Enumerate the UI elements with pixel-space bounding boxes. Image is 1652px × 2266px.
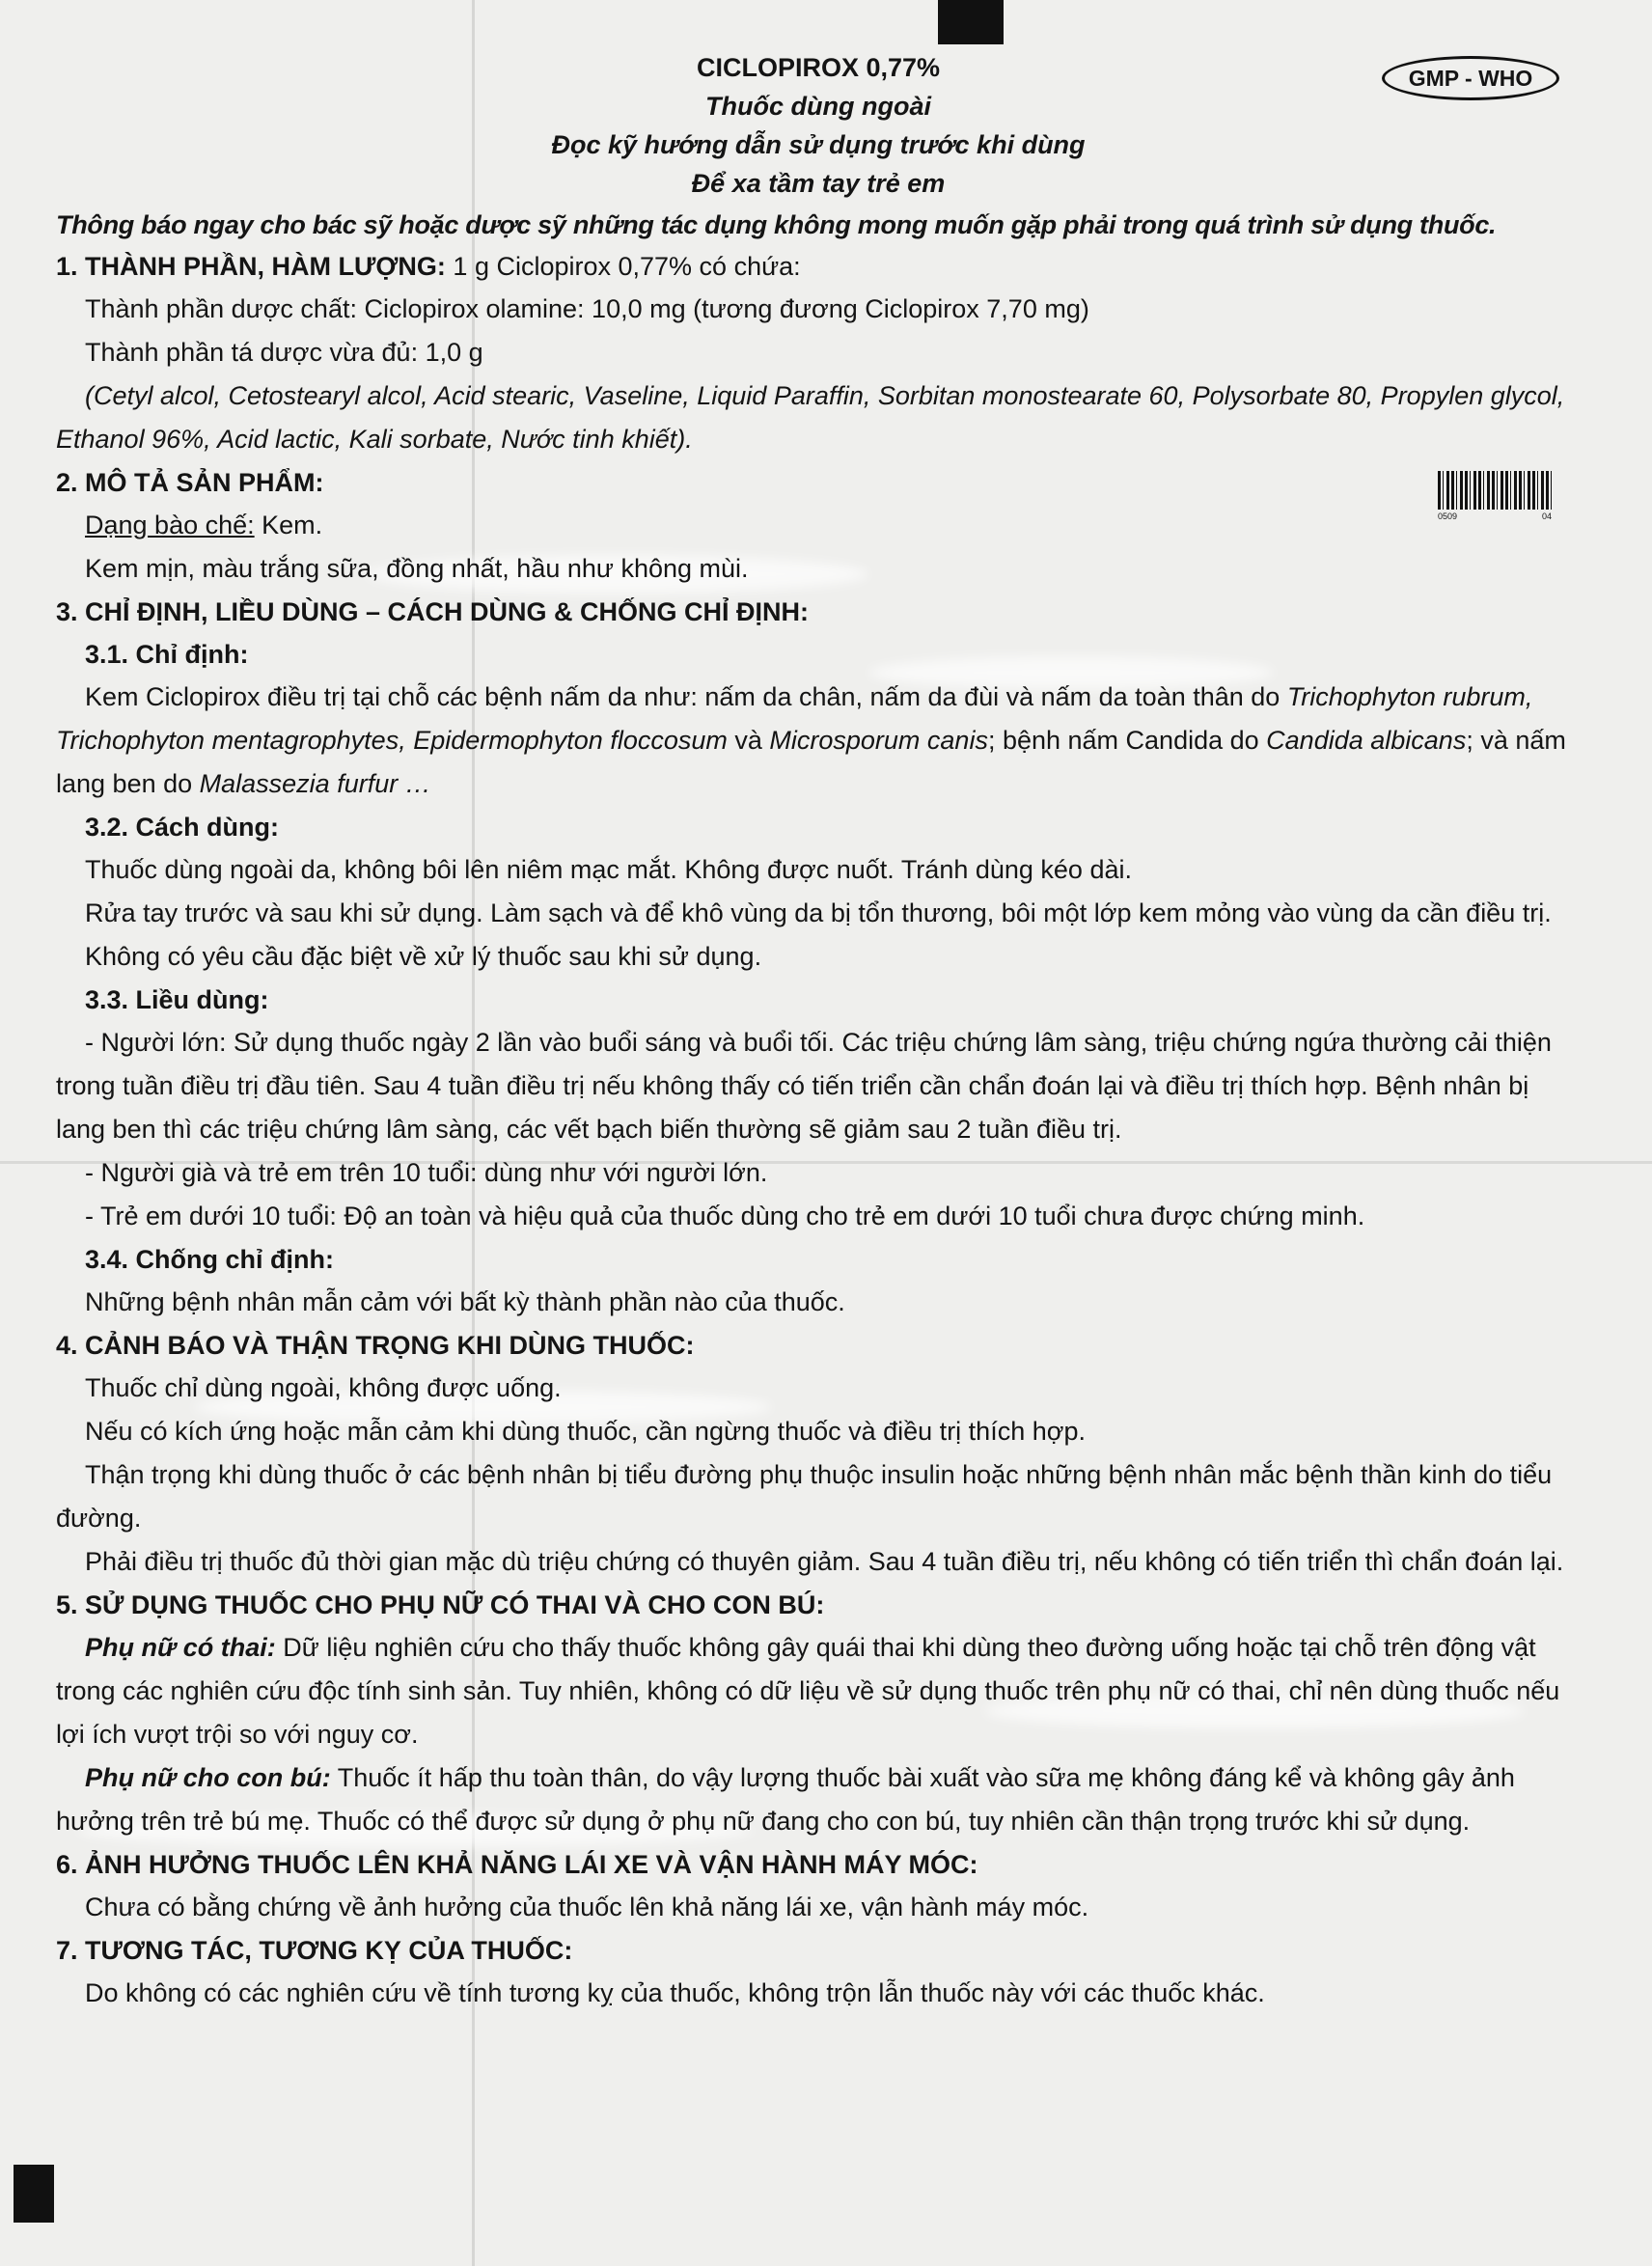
organism-names: Trichophyton rubrum, Trichophyton mentagrophytes, Epidermophyton floccosum [56, 682, 1533, 755]
indications-text-part: ; bệnh nấm Candida do [987, 726, 1267, 755]
indications-text-part: Kem Ciclopirox điều trị tại chỗ các bệnh nấm da như: nấm da chân, nấm da đùi và nấm da toàn thân do [85, 682, 1287, 711]
section-7-title: 7. TƯƠNG TÁC, TƯƠNG KỴ CỦA THUỐC: [56, 1936, 573, 1965]
pregnancy-label: Phụ nữ có thai: [85, 1633, 276, 1662]
keep-away-label: Để xa tầm tay trẻ em [691, 169, 946, 198]
excipient-total: Thành phần tá dược vừa đủ: 1,0 g [85, 338, 483, 367]
warning-line: Nếu có kích ứng hoặc mẫn cảm khi dùng thuốc, cần ngừng thuốc và điều trị thích hợp. [85, 1417, 1086, 1446]
indications-text-part: và [727, 726, 770, 755]
registration-mark [14, 2165, 54, 2223]
barcode-number-left: 0509 [1438, 511, 1458, 521]
dosage-children: - Trẻ em dưới 10 tuổi: Độ an toàn và hiệu quả của thuốc dùng cho trẻ em dưới 10 tuổi chưa được chứng minh. [85, 1202, 1365, 1230]
dosage-form-value: Kem. [254, 511, 323, 539]
dosage-form [56, 504, 1581, 547]
product-name: CICLOPIROX 0,77% [696, 53, 941, 82]
section-3-1-title: 3.1. Chỉ định: [85, 640, 249, 669]
indications-text-part: ; và nấm lang ben do [56, 726, 1566, 798]
section-6-title: 6. ẢNH HƯỞNG THUỐC LÊN KHẢ NĂNG LÁI XE VÀ VẬN HÀNH MÁY MÓC: [56, 1850, 978, 1879]
organism-names: Malassezia furfur … [199, 769, 431, 798]
dosage-elderly: - Người già và trẻ em trên 10 tuổi: dùng như với người lớn. [85, 1158, 768, 1187]
active-ingredient: Thành phần dược chất: Ciclopirox olamine: 10,0 mg (tương đương Ciclopirox 7,70 mg) [85, 294, 1089, 323]
section-3-4-title: 3.4. Chống chỉ định: [85, 1245, 334, 1274]
route-label: Thuốc dùng ngoài [705, 92, 931, 121]
barcode-number-right: 04 [1541, 511, 1552, 521]
product-description: Kem mịn, màu trắng sữa, đồng nhất, hầu như không mùi. [85, 554, 749, 583]
section-1-title-tail: 1 g Ciclopirox 0,77% có chứa: [445, 252, 801, 281]
registration-mark [938, 0, 1004, 44]
leaflet-content [56, 48, 1581, 2015]
organism-names: Microsporum canis [769, 726, 988, 755]
indications-text [56, 676, 1581, 806]
usage-line: Không có yêu cầu đặc biệt về xử lý thuốc sau khi sử dụng. [85, 942, 762, 971]
usage-line: Thuốc dùng ngoài da, không bôi lên niêm mạc mắt. Không được nuốt. Tránh dùng kéo dài. [85, 855, 1132, 884]
warning-line: Phải điều trị thuốc đủ thời gian mặc dù triệu chứng có thuyên giảm. Sau 4 tuần điều trị, nếu không có tiến triển thì chẩn đoán lại. [85, 1547, 1564, 1576]
section-3-3-title: 3.3. Liều dùng: [85, 985, 269, 1014]
warning-line: Thuốc chỉ dùng ngoài, không được uống. [85, 1373, 562, 1402]
adverse-effects-notice: Thông báo ngay cho bác sỹ hoặc dược sỹ những tác dụng không mong muốn gặp phải trong quá trình sử dụng thuốc. [56, 210, 1497, 239]
dosage-adults: - Người lớn: Sử dụng thuốc ngày 2 lần vào buổi sáng và buổi tối. Các triệu chứng lâm sàng, triệu chứng ngứa thường cải thiện trong tuần điều trị đầu tiên. Sau 4 tuần điều trị nếu không thấy có tiến triển cần chẩn đoán lại và điều trị thích hợp. Bệnh nhân bị lang ben thì các triệu chứng lâm sàng, các vết bạch biến thường sẽ giảm sau 2 tuần điều trị. [56, 1028, 1552, 1144]
gmp-who-badge: GMP - WHO [1382, 56, 1559, 100]
pregnancy-body: Dữ liệu nghiên cứu cho thấy thuốc không gây quái thai khi dùng theo đường uống hoặc tại chỗ trên động vật trong các nghiên cứu độc tính sinh sản. Tuy nhiên, không có dữ liệu về sử dụng thuốc trên phụ nữ có thai, chỉ nên dùng thuốc nếu lợi ích vượt trội so với nguy cơ. [56, 1633, 1560, 1749]
section-4-title: 4. CẢNH BÁO VÀ THẬN TRỌNG KHI DÙNG THUỐC: [56, 1331, 695, 1360]
section-2-title: 2. MÔ TẢ SẢN PHẨM: [56, 468, 324, 497]
lactation-label: Phụ nữ cho con bú: [85, 1763, 331, 1792]
read-instructions-label: Đọc kỹ hướng dẫn sử dụng trước khi dùng [551, 130, 1086, 159]
warning-line: Thận trọng khi dùng thuốc ở các bệnh nhân bị tiểu đường phụ thuộc insulin hoặc những bệnh nhân mắc bệnh thần kinh do tiểu đường. [56, 1460, 1553, 1533]
contraindications-text: Những bệnh nhân mẫn cảm với bất kỳ thành phần nào của thuốc. [85, 1287, 845, 1316]
excipient-list: (Cetyl alcol, Cetostearyl alcol, Acid stearic, Vaseline, Liquid Paraffin, Sorbitan monostearate 60, Polysorbate 80, Propylen glycol, Ethanol 96%, Acid lactic, Kali sorbate, Nước tinh khiết). [56, 381, 1565, 454]
section-3-title: 3. CHỈ ĐỊNH, LIỀU DÙNG – CÁCH DÙNG & CHỐNG CHỈ ĐỊNH: [56, 597, 810, 626]
dosage-form-label: Dạng bào chế: [85, 511, 255, 539]
lactation-text [56, 1756, 1581, 1843]
section-3-2-title: 3.2. Cách dùng: [85, 813, 280, 842]
lactation-body: Thuốc ít hấp thu toàn thân, do vậy lượng thuốc bài xuất vào sữa mẹ không đáng kể và không gây ảnh hưởng trên trẻ bú mẹ. Thuốc có thể được sử dụng ở phụ nữ đang cho con bú, tuy nhiên cần thận trọng trước khi sử dụng. [56, 1763, 1515, 1836]
section-1-heading [56, 245, 1581, 288]
pregnancy-text [56, 1626, 1581, 1756]
usage-line: Rửa tay trước và sau khi sử dụng. Làm sạch và để khô vùng da bị tổn thương, bôi một lớp kem mỏng vào vùng da cần điều trị. [85, 898, 1552, 927]
organism-names: Candida albicans [1266, 726, 1467, 755]
section-5-title: 5. SỬ DỤNG THUỐC CHO PHỤ NỮ CÓ THAI VÀ CHO CON BÚ: [56, 1590, 825, 1619]
interactions-text: Do không có các nghiên cứu về tính tương kỵ của thuốc, không trộn lẫn thuốc này với các thuốc khác. [85, 1978, 1265, 2007]
driving-text: Chưa có bằng chứng về ảnh hưởng của thuốc lên khả năng lái xe, vận hành máy móc. [85, 1893, 1089, 1921]
section-1-title: 1. THÀNH PHẦN, HÀM LƯỢNG: [56, 252, 446, 281]
